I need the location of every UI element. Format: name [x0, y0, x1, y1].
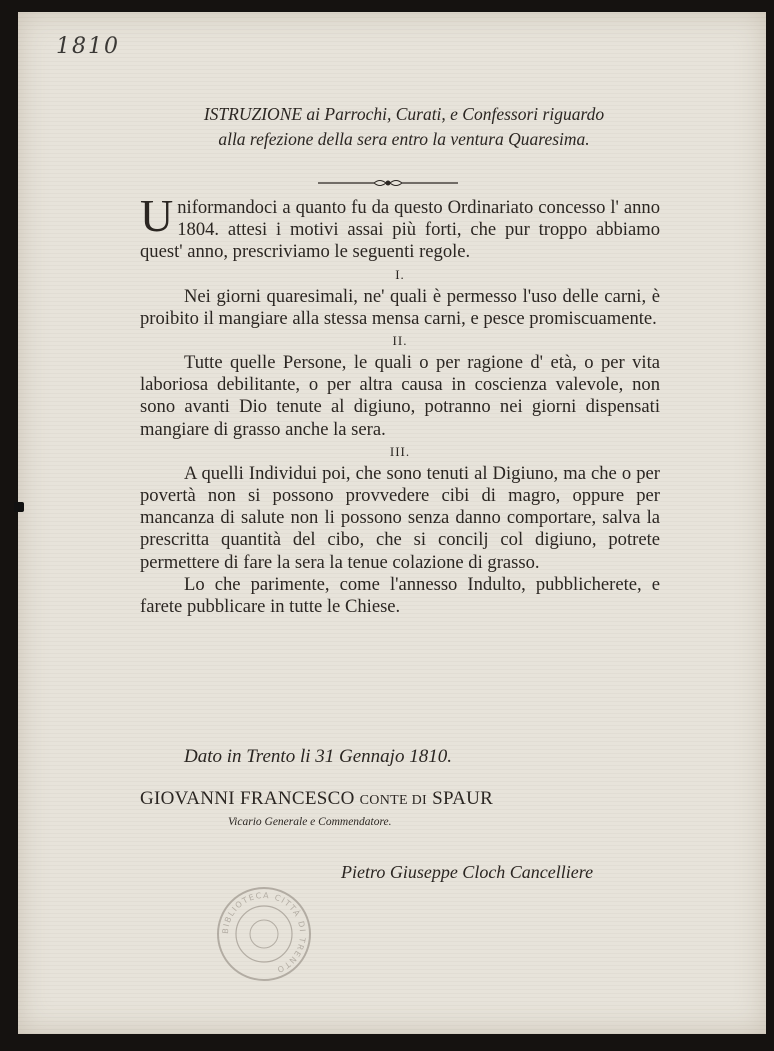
section-text: Tutte quelle Persone, le quali o per ragione d' età, o per vita laboriosa debilitante, o per altra causa in coscienza valevole, non sono avanti Dio tenute al digiuno, potranno nei giorni dispensati mangiare di grasso anche la sera. [140, 352, 660, 440]
handwritten-date: 1810 [56, 34, 120, 59]
closing-paragraph: Lo che parimente, come l'annesso Indulto, pubblicherete, e farete pubblicare in tutte le Chiese. [140, 573, 660, 618]
intro-text: niformandoci a quanto fu da questo Ordinariato concesso l' anno 1804. attesi i motivi assai più forti, che pur troppo abbiamo quest' anno, prescriviamo le seguenti regole. [140, 197, 660, 263]
signer-role: Vicario Generale e Commendatore. [228, 816, 392, 828]
section-text: A quelli Individui poi, che sono tenuti al Digiuno, ma che o per povertà non si possono provvedere cibi di magro, oppure per mancanza di salute non li possono senza danno comportare, salva la prescritta quantità del cibo, che si concilj col digiuno, potrete permettere di fare la sera la tenue colazione di grasso. [140, 462, 660, 573]
dropcap: U [140, 190, 174, 241]
section-numeral: II. [392, 333, 408, 349]
title-line-1: ISTRUZIONE ai Parrochi, Curati, e Confessori riguardo [203, 104, 605, 124]
section-text: Nei giorni quaresimali, ne' quali è permesso l'uso delle carni, è proibito il mangiare alla stessa mensa carni, e pesce promiscuamente. [140, 285, 660, 329]
signer-surname: SPAUR [432, 788, 494, 809]
title-line-2: alla refezione della sera entro la ventura Quaresima. [218, 129, 590, 149]
body-text [140, 190, 660, 618]
binding-mark [14, 502, 24, 512]
section-numeral: I. [395, 266, 405, 282]
dated-line: Dato in Trento li 31 Gennajo 1810. [184, 746, 452, 767]
section-numeral: III. [389, 443, 411, 459]
library-stamp-icon [214, 884, 314, 984]
stamp-text: BIBLIOTECA CITTÀ DI TRENTO [220, 890, 308, 975]
document-title [114, 102, 694, 152]
intro-paragraph [140, 190, 660, 264]
chancellor-signature: Pietro Giuseppe Cloch Cancelliere [341, 862, 594, 882]
signer-name [140, 788, 493, 810]
signer-title: CONTE DI [359, 793, 428, 808]
signer-given-names: GIOVANNI FRANCESCO [140, 788, 355, 809]
divider-ornament-icon [318, 176, 458, 190]
document-sheet [18, 12, 766, 1034]
